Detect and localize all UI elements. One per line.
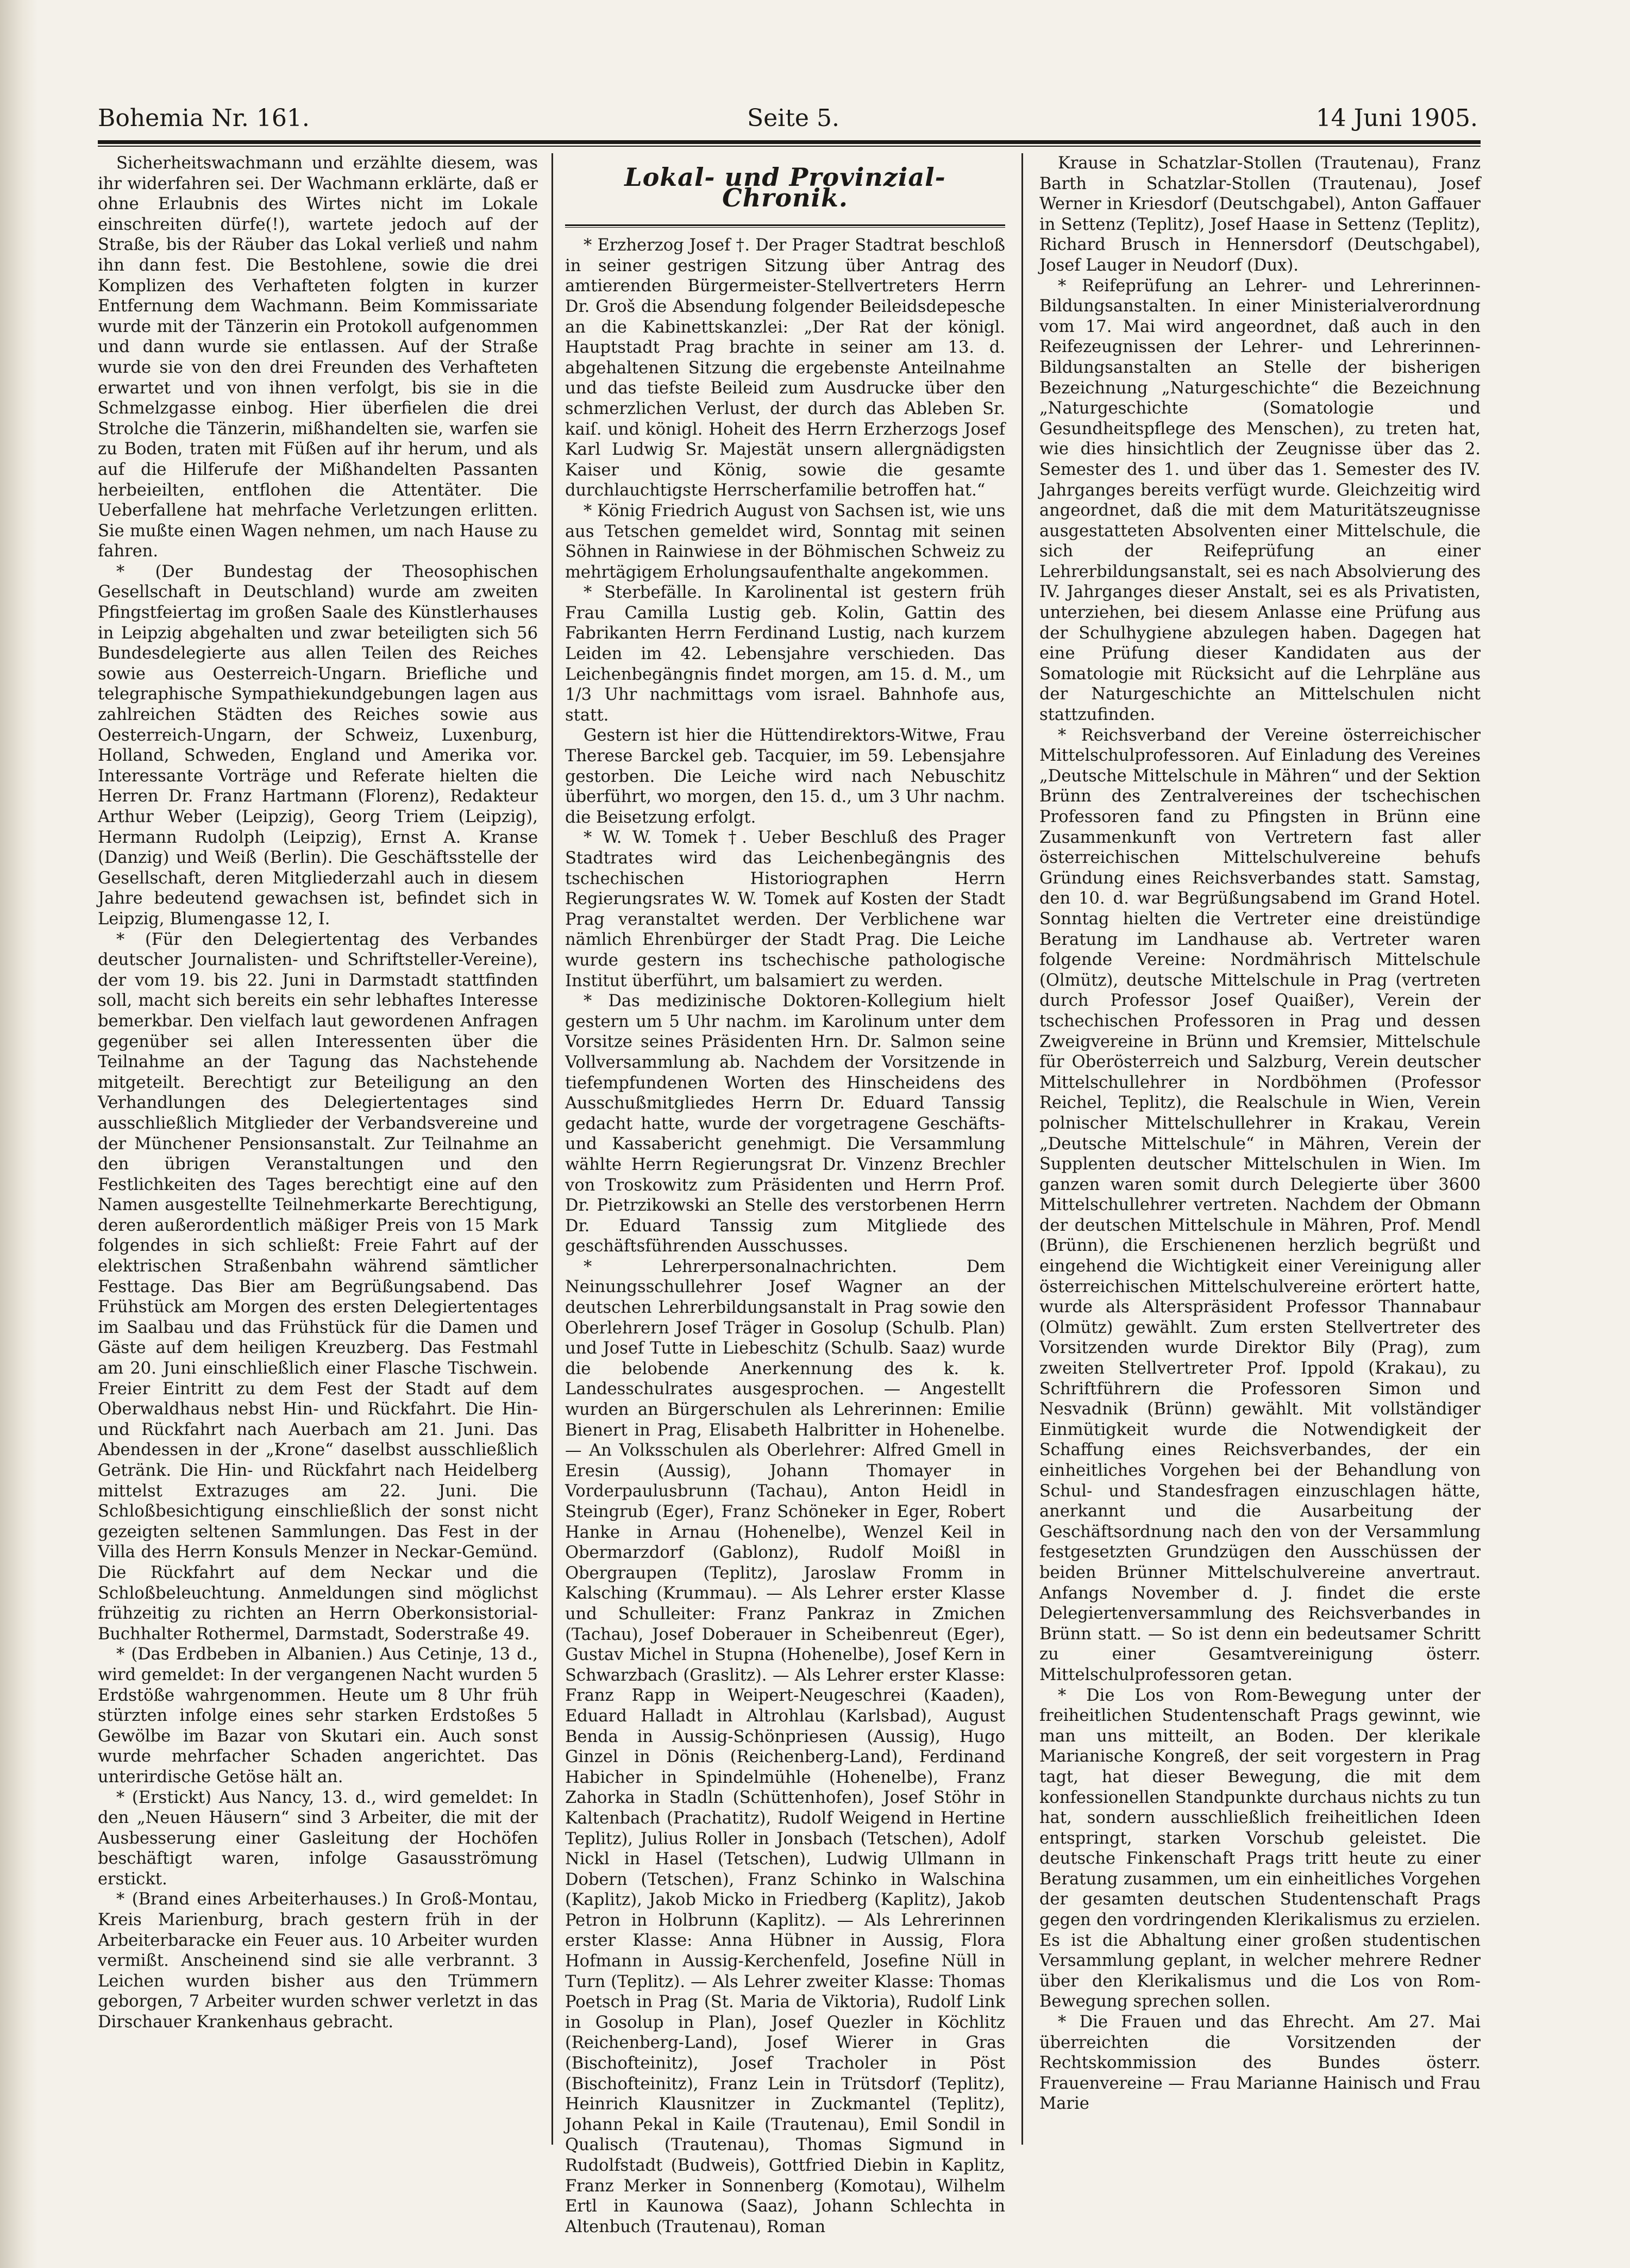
article-paragraph: * Erzherzog Josef †. Der Prager Stadtrat beschloß in seiner gestrigen Sitzung über Antrag des amtierenden Bürgermeister-Stellvertreters Herrn Dr. Groš die Absendung folgender Beileidsdepesche an die Kabinettskanzlei: „Der Rat der königl. Hauptstadt Prag brachte in seiner am 13. d. abgehaltenen Sitzung die ergebenste Anteilnahme und das tiefste Beileid zum Ausdrucke über den schmerzlichen Verlust, der durch das Ableben Sr. kaiſ. und königl. Hoheit des Herrn Erzherzogs Josef Karl Ludwig Sr. Majestät unsern allergnädigsten Kaiser und König, sowie die gesamte durchlauchtigste Herrscherfamilie betroffen hat.“ — [565, 236, 1005, 500]
article-paragraph: * Die Frauen und das Ehrecht. Am 27. Mai überreichten die Vorsitzenden der Rechtskommission des Bundes österr. Frauenvereine — Frau Marianne Hainisch und Frau Marie — [1039, 2013, 1481, 2114]
header-page-number: Seite 5. — [747, 104, 839, 132]
section-rule — [565, 224, 1005, 228]
article-paragraph: * (Das Erdbeben in Albanien.) Aus Cetinje, 13 d., wird gemeldet: In der vergangenen Nacht wurden 5 Erdstöße wahrgenommen. Heute um 8 Uhr früh stürzten infolge eines sehr starken Erdstoßes 5 Gewölbe im Bazar von Skutari ein. Auch sonst wurde mehrfacher Schaden angerichtet. Das unterirdische Getöse hält an. — [98, 1645, 538, 1787]
column-2 — [565, 153, 1005, 2236]
article-paragraph: * (Erstickt) Aus Nancy, 13. d., wird gemeldet: In den „Neuen Häusern“ sind 3 Arbeiter, die mit der Ausbesserung einer Gasleitung der Hochöfen beschäftigt waren, infolge Gasausströmung erstickt. — [98, 1788, 538, 1889]
header-issue: Bohemia Nr. 161. — [98, 104, 310, 132]
article-paragraph: * Reichsverband der Vereine österreichischer Mittelschulprofessoren. Auf Einladung des Vereines „Deutsche Mittelschule in Mähren“ und der Sektion Brünn des Zentralvereines der tschechischen Professoren fand zu Pfingsten in Brünn eine Zusammenkunft von Vertretern fast aller österreichischen Mittelschulvereine behufs Gründung eines Reichsverbandes statt. Samstag, den 10. d. war Begrüßungsabend im Grand Hotel. Sonntag hielten die Vertreter eine dreistündige Beratung im Landhause ab. Vertreter waren folgende Vereine: Nordmährisch Mittelschule (Olmütz), deutsche Mittelschule in Prag (vertreten durch Professor Josef Quaißer), Verein der tschechischen Professoren in Prag und dessen Zweigvereine in Brünn und Kremsier, Mittelschule für Oberösterreich und Salzburg, Verein deutscher Mittelschullehrer in Nordböhmen (Professor Reichel, Teplitz), die Realschule in Wien, Verein polnischer Mittelschullehrer in Krakau, Verein „Deutsche Mittelschule“ in Mähren, Verein der Supplenten deutscher Mittelschulen in Wien. Im ganzen waren somit durch Delegierte über 3600 Mittelschullehrer vertreten. Nachdem der Obmann der deutschen Mittelschule in Mähren, Prof. Mendl (Brünn), die Erschienenen herzlich begrüßt und eingehend die Wichtigkeit einer Vereinigung aller österreichischen Mittelschulvereine erörtert hatte, wurde als Alterspräsident Professor Thannabaur (Olmütz) gewählt. Zum ersten Stellvertreter des Vorsitzenden wurde Direktor Bily (Prag), zum zweiten Stellvertreter Prof. Ippold (Krakau), zu Schriftführern die Professoren Simon und Nesvadnik (Brünn) gewählt. Mit vollständiger Einmütigkeit wurde die Notwendigkeit der Schaffung eines Reichsverbandes, der ein einheitliches Vorgehen bei der Behandlung von Schul- und Standesfragen einzuschlagen hätte, anerkannt und die Ausarbeitung der Geschäftsordnung nach den von der Versammlung festgesetzten Grundzügen den Ausschüssen der beiden Brünner Mittelschulvereine anvertraut. Anfangs November d. J. findet die erste Delegiertenversammlung des Reichsverbandes in Brünn statt. — So ist denn ein bedeutsamer Schritt zu einer Gesamtvereinigung österr. Mittelschulprofessoren getan. — [1039, 725, 1481, 1684]
header-date: 14 Juni 1905. — [1315, 104, 1478, 132]
article-paragraph: * Die Los von Rom-Bewegung unter der freiheitlichen Studentenschaft Prags gewinnt, wie man uns mitteilt, an Boden. Der klerikale Marianische Kongreß, der seit vorgestern in Prag tagt, hat dieser Bewegung, die mit dem konfessionellen Standpunkte durchaus nichts zu tun hat, sondern ausschließlich freiheitlichen Ideen entspringt, starken Vorschub geleistet. Die deutsche Finkenschaft Prags tritt heute zu einer Beratung zusammen, um ein einheitliches Vorgehen der gesamten deutschen Studentenschaft Prags gegen den vordringenden Klerikalismus zu erzielen. Es ist die Abhaltung einer großen studentischen Versammlung geplant, in welcher mehrere Redner über den Klerikalismus und die Los von Rom-Bewegung sprechen sollen. — [1039, 1686, 1481, 2012]
article-paragraph: * (Für den Delegiertentag des Verbandes deutscher Journalisten- und Schriftsteller-Vereine), der vom 19. bis 22. Juni in Darmstadt stattfinden soll, macht sich bereits ein sehr lebhaftes Interesse bemerkbar. Den vielfach laut gewordenen Anfragen gegenüber sei allen Interessenten über die Teilnahme an der Tagung das Nachstehende mitgeteilt. Berechtigt zur Beteiligung an den Verhandlungen des Delegiertentages sind ausschließlich Mitglieder der Verbandsvereine und der Münchener Pensionsanstalt. Zur Teilnahme an den übrigen Veranstaltungen und den Festlichkeiten des Tages berechtigt eine auf den Namen ausgestellte Teilnehmerkarte Berechtigung, deren außerordentlich mäßiger Preis von 15 Mark folgendes in sich schließt: Freie Fahrt auf der elektrischen Straßenbahn während sämtlicher Festtage. Das Bier am Begrüßungsabend. Das Frühstück am Morgen des ersten Delegiertentages im Saalbau und das Frühstück für die Damen und Gäste auf dem heiligen Kreuzberg. Das Festmahl am 20. Juni einschließlich einer Flasche Tischwein. Freier Eintritt zu dem Fest der Stadt auf dem Oberwaldhaus nebst Hin- und Rückfahrt. Die Hin- und Rückfahrt nach Auerbach am 21. Juni. Das Abendessen in der „Krone“ daselbst ausschließlich Getränk. Die Hin- und Rückfahrt nach Heidelberg mittelst Extrazuges am 22. Juni. Die Schloßbesichtigung einschließlich der sonst nicht gezeigten seltenen Sammlungen. Das Fest in der Villa des Herrn Konsuls Menzer in Neckar-Gemünd. Die Rückfahrt auf dem Neckar und die Schloßbeleuchtung. Anmeldungen sind möglichst frühzeitig zu richten an Herrn Oberkonsistorial-Buchhalter Rothermel, Darmstadt, Soderstraße 49. — [98, 930, 538, 1644]
page-binding-shadow — [0, 0, 38, 2268]
article-paragraph: Sicherheitswachmann und erzählte diesem, was ihr widerfahren sei. Der Wachmann erklärte, daß er ohne Erlaubnis des Wirtes nicht im Lokale einschreiten dürfe(!), wartete jedoch auf der Straße, bis der Räuber das Lokal verließ und nahm ihn dann fest. Die Bestohlene, sowie die drei Komplizen des Verhafteten folgten in kurzer Entfernung dem Wachmann. Beim Kommissariate wurde mit der Tänzerin ein Protokoll aufgenommen und dann wurde sie entlassen. Auf der Straße wurde sie von den drei Freunden des Verhafteten erwartet und von ihnen verfolgt, bis sie in die Schmelzgasse einbog. Hier überfielen die drei Strolche die Tänzerin, mißhandelten sie, warfen sie zu Boden, traten mit Füßen auf ihr herum, und als auf die Hilferufe der Mißhandelten Passanten herbeieilten, entflohen die Attentäter. Die Ueberfallene hat mehrfache Verletzungen erlitten. Sie mußte einen Wagen nehmen, um nach Hause zu fahren. — [98, 154, 538, 561]
article-paragraph: * W. W. Tomek †. Ueber Beschluß des Prager Stadtrates wird das Leichenbegängnis des tschechischen Historiographen Herrn Regierungsrates W. W. Tomek auf Kosten der Stadt Prag veranstaltet werden. Der Verblichene war nämlich Ehrenbürger der Stadt Prag. Die Leiche wurde gestern ins tschechische pathologische Institut überführt, um balsamiert zu werden. — [565, 828, 1005, 991]
article-paragraph: Krause in Schatzlar-Stollen (Trautenau), Franz Barth in Schatzlar-Stollen (Trautenau), Josef Werner in Kriesdorf (Deutschgabel), Anton Gaffauer in Settenz (Teplitz), Josef Haase in Settenz (Teplitz), Richard Brusch in Hennersdorf (Deutschgabel), Josef Lauger in Neudorf (Dux). — [1039, 154, 1481, 275]
article-paragraph: * Reifeprüfung an Lehrer- und Lehrerinnen-Bildungsanstalten. In einer Ministerialverordnung vom 17. Mai wird angeordnet, daß auch in den Reifezeugnissen der Lehrer- und Lehrerinnen-Bildungsanstalten an Stelle der bisherigen Bezeichnung „Naturgeschichte“ die Bezeichnung „Naturgeschichte (Somatologie und Gesundheitspflege des Menschen), zu treten hat, wie dies hinsichtlich der Zeugnisse über das 2. Semester des 1. und über das 1. Semester des IV. Jahrganges bereits verfügt wurde. Gleichzeitig wird angeordnet, daß die mit dem Maturitätszeugnisse ausgestatteten Absolventen einer Mittelschule, die sich der Reifeprüfung an einer Lehrerbildungsanstalt, sei es nach Absolvierung des IV. Jahrganges dieser Anstalt, sei es als Privatisten, unterziehen, bei diesem Anlasse eine Prüfung aus der Schulhygiene abzulegen haben. Dagegen hat eine Prüfung dieser Kandidaten aus der Somatologie mit Rücksicht auf die Lehrpläne aus der Naturgeschichte an Mittelschulen nicht stattzufinden. — [1039, 276, 1481, 725]
article-paragraph: * Das medizinische Doktoren-Kollegium hielt gestern um 5 Uhr nachm. im Karolinum unter dem Vorsitze seines Präsidenten Hrn. Dr. Salmon seine Vollversammlung ab. Nachdem der Vorsitzende in tiefempfundenen Worten des Hinscheidens des Ausschußmitgliedes Herrn Dr. Eduard Tanssig gedacht hatte, wurde der vorgetragene Geschäfts- und Kassabericht genehmigt. Die Versammlung wählte Herrn Regierungsrat Dr. Vinzenz Brechler von Troskowitz zum Präsidenten und Herrn Prof. Dr. Pietrzikowski an Stelle des verstorbenen Herrn Dr. Eduard Tanssig zum Mitgliede des geschäftsführenden Ausschusses. — [565, 992, 1005, 1256]
page-header — [98, 99, 1478, 137]
column-divider-2 — [1021, 153, 1023, 2145]
section-title: Lokal- und Provinzial-Chronik. — [624, 162, 946, 212]
article-paragraph: * (Der Bundestag der Theosophischen Gesellschaft in Deutschland) wurde am zweiten Pfingstfeiertag im großen Saale des Künstlerhauses in Leipzig abgehalten und zwar beteiligten sich 56 Bundesdelegierte aus allen Teilen des Reiches sowie aus Oesterreich-Ungarn. Briefliche und telegraphische Sympathiekundgebungen lagen aus zahlreichen Städten des Reiches sowie aus Oesterreich-Ungarn, der Schweiz, Luxenburg, Holland, Schweden, England und Amerika vor. Interessante Vorträge und Referate hielten die Herren Dr. Franz Hartmann (Florenz), Redakteur Arthur Weber (Leipzig), Georg Triem (Leipzig), Hermann Rudolph (Leipzig), Ernst A. Kranse (Danzig) und Weiß (Berlin). Die Geschäftsstelle der Gesellschaft, deren Mitgliederzahl auch in diesem Jahre bedeutend gewachsen ist, befindet sich in Leipzig, Blumengasse 12, I. — [98, 562, 538, 929]
column-1 — [98, 153, 538, 2142]
article-paragraph: * Sterbefälle. In Karolinental ist gestern früh Frau Camilla Lustig geb. Kolin, Gattin des Fabrikanten Herrn Ferdinand Lustig, nach kurzem Leiden im 42. Lebensjahre verschieden. Das Leichenbegängnis findet morgen, am 15. d. M., um 1/3 Uhr nachmittags vom israel. Bahnhofe aus, statt. — [565, 583, 1005, 725]
column-divider-1 — [551, 153, 553, 2145]
article-paragraph: * König Friedrich August von Sachsen ist, wie uns aus Tetschen gemeldet wird, Sonntag mit seinen Söhnen in Rainwiese in der Böhmischen Schweiz zu mehrtägigem Erholungsaufenthalte angekommen. — [565, 501, 1005, 582]
header-rule — [98, 140, 1481, 147]
article-paragraph: * (Brand eines Arbeiterhauses.) In Groß-Montau, Kreis Marienburg, brach gestern früh in der Arbeiterbaracke ein Feuer aus. 10 Arbeiter wurden vermißt. Anscheinend sind sie alle verbrannt. 3 Leichen wurden bisher aus den Trümmern geborgen, 7 Arbeiter wurden schwer verletzt in das Dirschauer Krankenhaus gebracht. — [98, 1890, 538, 2032]
column-3 — [1039, 153, 1481, 2142]
article-paragraph: * Lehrerpersonalnachrichten. Dem Neinungsschullehrer Josef Wagner an der deutschen Lehrerbildungsanstalt in Prag sowie den Oberlehrern Josef Träger in Gosolup (Schulb. Plan) und Josef Tutte in Liebeschitz (Schulb. Saaz) wurde die belobende Anerkennung des k. k. Landesschulrates ausgesprochen. — Angestellt wurden an Bürgerschulen als Lehrerinnen: Emilie Bienert in Prag, Elisabeth Halbritter in Hohenelbe. — An Volksschulen als Oberlehrer: Alfred Gmell in Eresin (Aussig), Johann Thomayer in Vorderpaulusbrunn (Tachau), Anton Heidl in Steingrub (Eger), Franz Schöneker in Eger, Robert Hanke in Arnau (Hohenelbe), Wenzel Keil in Obermarzdorf (Gablonz), Rudolf Moißl in Obergraupen (Teplitz), Jaroslaw Fromm in Kalsching (Krummau). — Als Lehrer erster Klasse und Schulleiter: Franz Pankraz in Zmichen (Tachau), Josef Doberauer in Scheibenreut (Eger), Gustav Michel in Stupna (Hohenelbe), Josef Kern in Schwarzbach (Graslitz). — Als Lehrer erster Klasse: Franz Rapp in Weipert-Neugeschrei (Kaaden), Eduard Halladt in Altrohlau (Karlsbad), August Benda in Aussig-Schönpriesen (Aussig), Hugo Ginzel in Dönis (Reichenberg-Land), Ferdinand Habicher in Spindelmühle (Hohenelbe), Franz Zahorka in Stadln (Schüttenhofen), Josef Stöhr in Kaltenbach (Prachatitz), Rudolf Weigend in Hertine Teplitz), Julius Roller in Jonsbach (Tetschen), Adolf Nickl in Hasel (Tetschen), Ludwig Ullmann in Dobern (Tetschen), Franz Schinko in Walschina (Kaplitz), Jakob Micko in Friedberg (Kaplitz), Jakob Petron in Holbrunn (Kaplitz). — Als Lehrerinnen erster Klasse: Anna Hübner in Aussig, Flora Hofmann in Aussig-Kerchenfeld, Josefine Nüll in Turn (Teplitz). — Als Lehrer zweiter Klasse: Thomas Poetsch in Prag (St. Maria de Viktoria), Rudolf Link in Gosolup in Plan), Josef Quezler in Köchlitz (Reichenberg-Land), Josef Wierer in Gras (Bischofteinitz), Josef Tracholer in Pöst (Bischofteinitz), Franz Lein in Trütsdorf (Teplitz), Heinrich Klausnitzer in Zuckmantel (Teplitz), Johann Pekal in Kaile (Trautenau), Emil Sondil in Qualisch (Trautenau), Thomas Sigmund in Rudolfstadt (Budweis), Gottfried Diebin in Kaplitz, Franz Merker in Sonnenberg (Komotau), Wilhelm Ertl in Kaunowa (Saaz), Johann Schlechta in Altenbuch (Trautenau), Roman — [565, 1257, 1005, 2236]
article-paragraph: Gestern ist hier die Hüttendirektors-Witwe, Frau Therese Barckel geb. Tacquier, im 59. Lebensjahre gestorben. Die Leiche wird nach Nebuschitz überführt, wo morgen, den 15. d., um 3 Uhr nachm. die Beisetzung erfolgt. — [565, 726, 1005, 827]
